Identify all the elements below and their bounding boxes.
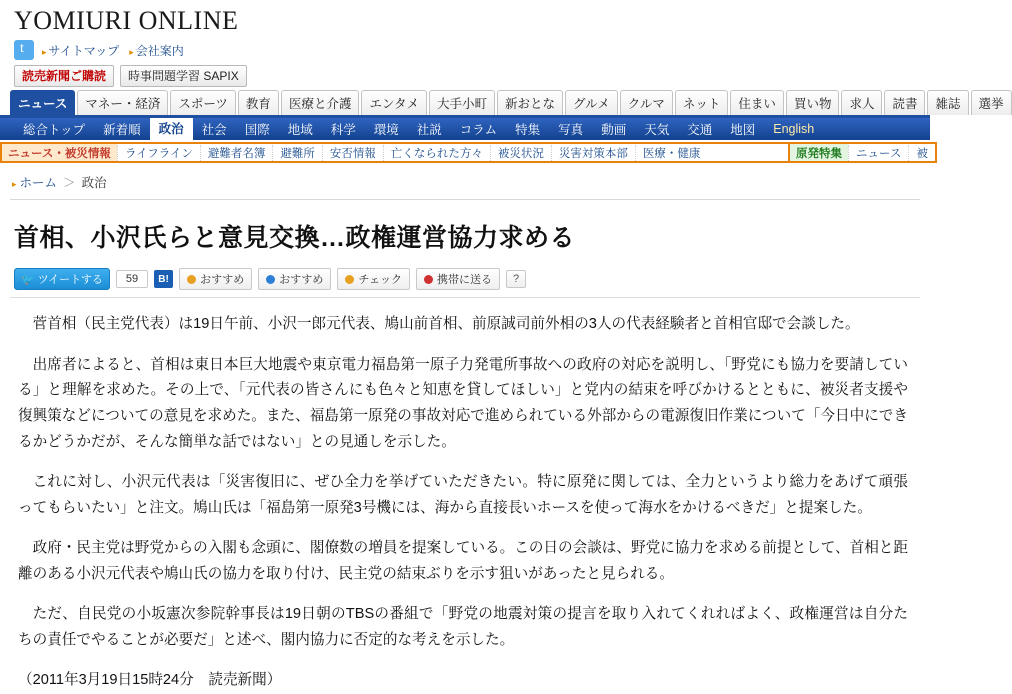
masthead — [0, 0, 930, 36]
breadcrumb-home[interactable]: ▸ ホーム — [12, 173, 57, 191]
tweet-bird-icon: 🐦 — [21, 273, 35, 286]
alert-link-safety-info[interactable]: 安否情報 — [322, 145, 383, 161]
alert-link-headquarters[interactable]: 災害対策本部 — [551, 145, 635, 161]
alert-link-lifeline[interactable]: ライフライン — [117, 145, 200, 161]
tweet-button[interactable] — [14, 268, 110, 290]
subnav-latest[interactable]: 新着順 — [103, 123, 141, 138]
tab-jobs[interactable]: 求人 — [841, 90, 882, 115]
tweet-button-label: ツイートする — [37, 274, 103, 287]
subnav-environment[interactable]: 環境 — [373, 123, 399, 138]
subscription-button-row — [0, 60, 930, 87]
sapix-button[interactable]: 時事問題学習 SAPIX — [120, 65, 247, 87]
tab-news[interactable]: ニュース — [10, 90, 75, 115]
tab-magazine[interactable]: 雑誌 — [927, 90, 968, 115]
breadcrumb-divider — [10, 199, 920, 200]
article-body — [0, 298, 930, 693]
tab-entertainment[interactable]: エンタメ — [361, 90, 427, 115]
tab-housing[interactable]: 住まい — [730, 90, 784, 115]
alert-link-medical[interactable]: 医療・健康 — [635, 145, 708, 161]
tab-car[interactable]: クルマ — [620, 90, 673, 115]
mobile-label: 携帯に送る — [437, 274, 492, 287]
alert-link-damage[interactable]: 被災状況 — [490, 145, 551, 161]
tab-medical[interactable]: 医療と介護 — [281, 90, 360, 115]
check-icon — [345, 275, 354, 284]
recommend-button[interactable] — [179, 268, 252, 290]
tab-education[interactable]: 教育 — [238, 90, 279, 115]
subnav-video[interactable]: 動画 — [601, 123, 627, 138]
send-to-mobile-button[interactable] — [416, 268, 500, 290]
subnav-top[interactable]: 総合トップ — [23, 123, 86, 138]
alert-link-deceased[interactable]: 亡くなられた方々 — [383, 145, 490, 161]
tab-otekomachi[interactable]: 大手小町 — [429, 90, 495, 115]
alert-link-shelter[interactable]: 避難所 — [272, 145, 322, 161]
subnav-map[interactable]: 地図 — [730, 123, 756, 138]
alert-disaster-section — [0, 142, 790, 163]
article-paragraph: これに対し、小沢元代表は「災害復旧に、ぜひ全力を挙げていただきたい。特に原発に関しては、全力というより総力をあげて頑張ってもらいたい」と注文。鳩山氏は「福島第一原発3号機には、海から直接長いホースを使って海水をかけるべきだ」と提案した。 — [18, 474, 908, 516]
tab-election[interactable]: 選挙 — [971, 90, 1012, 115]
article-paragraph: 出席者によると、首相は東日本巨大地震や東京電力福島第一原子力発電所事故への政府の対応を説明し、「野党にも協力を要請している」と理解を求めた。その上で、「元代表の皆さんにも色々と知恵を貸してほしい」と党内の結束を呼びかけるとともに、被災者支援や復興策などについての意見を求めた。また、福島第一原発の事故対応で進められている外部からの電源復旧作業について「今日中にできるかどうかだが、そんな簡単な話ではない」との見通しを示した。 — [18, 356, 908, 450]
alert-link-evacuee-list[interactable]: 避難者名簿 — [200, 145, 273, 161]
subnav-editorial[interactable]: 社説 — [416, 123, 442, 138]
check-button[interactable] — [337, 268, 410, 290]
tab-books[interactable]: 読書 — [884, 90, 925, 115]
help-button[interactable]: ? — [506, 270, 526, 288]
tab-money[interactable]: マネー・経済 — [77, 90, 168, 115]
alert-bar — [0, 142, 930, 163]
tab-gourmet[interactable]: グルメ — [565, 90, 618, 115]
alert-nuclear-link-2[interactable]: 被 — [908, 145, 935, 161]
hatena-bookmark-icon[interactable]: B! — [154, 270, 173, 288]
breadcrumb — [0, 163, 930, 199]
alert-nuclear-title: 原発特集 — [790, 144, 848, 161]
link-sitemap[interactable]: ▸ サイトマップ — [42, 42, 119, 59]
tab-net[interactable]: ネット — [675, 90, 729, 115]
breadcrumb-separator: ＞ — [63, 176, 76, 191]
subnav-photo[interactable]: 写真 — [558, 123, 584, 138]
recommend2-label: おすすめ — [279, 274, 324, 287]
article-paragraph: 政府・民主党は野党からの入閣も念頭に、閣僚数の増員を提案している。この日の会談は、野党に協力を求める前提として、首相と距離のある小沢元代表や鳩山氏の協力を取り付け、民主党の結束ぶりを示す狙いがあったと見られる。 — [18, 540, 908, 582]
recommend-icon — [187, 275, 196, 284]
subnav-politics[interactable]: 政治 — [150, 118, 193, 140]
link-company[interactable]: ▸ 会社案内 — [129, 42, 184, 59]
check-label: チェック — [358, 274, 402, 287]
article-paragraph: ただ、自民党の小坂憲次参院幹事長は19日朝のTBSの番組で「野党の地震対策の提言を取り入れてくれればよく、政権運営は自分たちの責任でやることが必要だ」と述べ、閣内協力に否定的な考えを示した。 — [18, 606, 908, 648]
article-paragraph: 菅首相（民主党代表）は19日午前、小沢一郎元代表、鳩山前首相、前原誠司前外相の3人の代表経験者と首相官邸で会談した。 — [32, 316, 860, 333]
primary-tab-nav — [0, 93, 1004, 118]
social-share-row — [0, 268, 930, 290]
subnav-column[interactable]: コラム — [459, 123, 498, 138]
recommend-button-2[interactable] — [258, 268, 331, 290]
subnav-local[interactable]: 地域 — [287, 123, 313, 138]
subscribe-button[interactable]: 読売新聞ご購読 — [14, 65, 114, 87]
subnav-international[interactable]: 国際 — [244, 123, 270, 138]
subnav-society[interactable]: 社会 — [201, 123, 227, 138]
tab-shinotona[interactable]: 新おとな — [497, 90, 563, 115]
subnav-science[interactable]: 科学 — [330, 123, 356, 138]
subnav-traffic[interactable]: 交通 — [687, 123, 713, 138]
utility-links — [42, 42, 184, 59]
tweet-count: 59 — [116, 270, 148, 288]
alert-nuclear-link-news[interactable]: ニュース — [848, 145, 908, 161]
recommend-label: おすすめ — [200, 274, 245, 287]
article-credit: （2011年3月19日15時24分 読売新聞） — [18, 672, 282, 689]
alert-disaster-title: ニュース・被災情報 — [2, 144, 117, 161]
subnav-english[interactable]: English — [773, 122, 815, 137]
alert-nuclear-section — [790, 142, 937, 163]
subnav-weather[interactable]: 天気 — [644, 123, 670, 138]
page-title: 首相、小沢氏らと意見交換…政権運営協力求める — [14, 224, 576, 253]
mobile-icon — [424, 275, 433, 284]
subnav-feature[interactable]: 特集 — [515, 123, 541, 138]
tab-shopping[interactable]: 買い物 — [786, 90, 840, 115]
recommend2-icon — [266, 275, 275, 284]
breadcrumb-current: 政治 — [81, 176, 107, 191]
tab-sports[interactable]: スポーツ — [170, 90, 236, 115]
secondary-nav — [0, 118, 930, 140]
site-logo[interactable]: YOMIURI ONLINE — [14, 6, 239, 35]
twitter-icon[interactable] — [14, 40, 34, 60]
utility-row — [0, 36, 930, 60]
